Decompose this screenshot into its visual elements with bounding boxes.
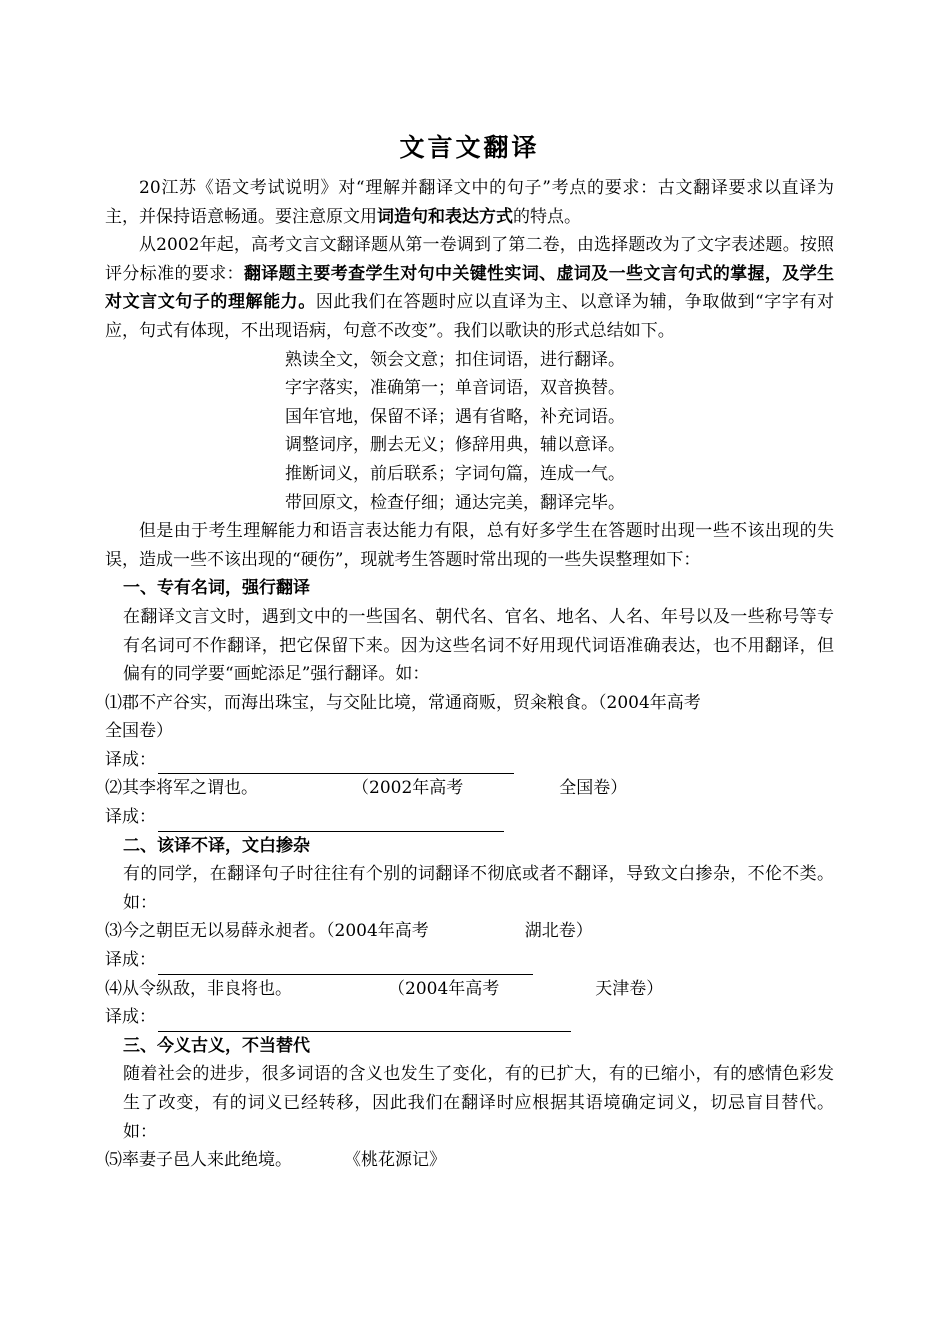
intro-end: 的特点。 [513, 206, 581, 227]
section-3-text: 随着社会的进步，很多词语的含义也发生了变化，有的已扩大，有的已缩小，有的感情色彩发生了改变，有的词义已经转移，因此我们在翻译时应根据其语境确定词义，切忌盲目替代。如： [123, 1064, 834, 1142]
intro2-end: 因此我们在答题时应以直译为主、以意译为辅，争取做到“字字有对应，句式有体现，不出现语病，句意不改变”。我们以歌诀的形式总结如下。 [105, 292, 834, 341]
example-4-source-2: 天津卷） [595, 978, 664, 999]
answer-label: 译成： [105, 807, 156, 828]
example-1: ⑴郡不产谷实，而海出珠宝，与交阯比境，常通商贩，贸籴粮食。（2004年高考 [105, 692, 701, 713]
example-2 [105, 774, 834, 803]
example-2-source-2: 全国卷） [559, 778, 628, 799]
answer-line-3 [105, 946, 834, 975]
section-1-heading: 一、专有名词，强行翻译 [123, 578, 310, 599]
section-2-heading: 二、该译不译，文白掺杂 [123, 835, 310, 856]
example-2-text: ⑵其李将军之谓也。 [105, 778, 258, 799]
after-poem-paragraph: 但是由于考生理解能力和语言表达能力有限，总有好多学生在答题时出现一些不该出现的失误，造成一些不该出现的“硬伤”，现就考生答题时常出现的一些失误整理如下： [105, 521, 834, 570]
page-title: 文言文翻译 [399, 133, 540, 162]
example-3 [105, 917, 834, 946]
intro-paragraph-2 [105, 231, 834, 345]
intro-paragraph-1 [105, 174, 834, 231]
section-2-text: 有的同学，在翻译句子时往往有个别的词翻译不彻底或者不翻译，导致文白掺杂，不伦不类。如： [123, 864, 834, 913]
example-5-text: ⑸率妻子邑人来此绝境。 [105, 1150, 292, 1171]
example-5 [105, 1146, 834, 1175]
answer-line-1 [105, 746, 834, 775]
poem-line: 熟读全文，领会文意；扣住词语，进行翻译。 [285, 349, 625, 370]
poem-line: 带回原文，检查仔细；通达完美，翻译完毕。 [285, 492, 625, 513]
example-3-source-2: 湖北卷） [524, 921, 593, 942]
example-3-text: ⑶今之朝臣无以易薛永昶者。（2004年高考 [105, 921, 429, 942]
example-5-source: 《桃花源记》 [344, 1150, 446, 1171]
example-4-text: ⑷从令纵敌，非良将也。 [105, 978, 292, 999]
intro2-bold: 翻译题主要考查学生对句中关键性实词、虚词及一些文言句式的掌握，及学生对文言文句子的理解能力。 [105, 263, 835, 313]
section-3-heading: 三、今义古义，不当替代 [123, 1035, 310, 1056]
answer-label: 译成： [105, 950, 156, 971]
answer-blank[interactable] [158, 755, 514, 774]
answer-label: 译成： [105, 1007, 156, 1028]
answer-line-2 [105, 803, 834, 832]
intro-text: 20江苏《语文考试说明》对“理解并翻译文中的句子”考点的要求：古文翻译要求以直译为主，并保持语意畅通。要注意原文用 [105, 178, 834, 227]
answer-line-4 [105, 1003, 834, 1032]
intro2-text: 从2002年起，高考文言文翻译题从第一卷调到了第二卷，由选择题改为了文字表述题。按照评分标准的要求： [105, 235, 834, 284]
poem-line: 字字落实，准确第一；单音词语，双音换替。 [285, 378, 625, 399]
answer-label: 译成： [105, 749, 156, 770]
intro-bold: 词造句和表达方式 [377, 206, 513, 227]
mnemonic-poem [105, 346, 834, 518]
example-4 [105, 975, 834, 1004]
poem-line: 国年官地，保留不译；遇有省略，补充词语。 [285, 406, 625, 427]
answer-blank[interactable] [158, 813, 504, 832]
example-2-source: （2002年高考 [352, 778, 464, 799]
section-1-text: 在翻译文言文时，遇到文中的一些国名、朝代名、官名、地名、人名、年号以及一些称号等专有名词可不作翻译，把它保留下来。因为这些名词不好用现代词语准确表达，也不用翻译，但偏有的同学要“画蛇添足”强行翻译。如： [123, 606, 834, 685]
poem-line: 调整词序，删去无义；修辞用典，辅以意译。 [285, 435, 625, 456]
answer-blank[interactable] [158, 956, 533, 975]
example-1-cont: 全国卷） [105, 721, 173, 742]
example-4-source: （2004年高考 [388, 978, 500, 999]
poem-line: 推断词义，前后联系；字词句篇，连成一气。 [285, 463, 625, 484]
answer-blank[interactable] [158, 1013, 571, 1032]
